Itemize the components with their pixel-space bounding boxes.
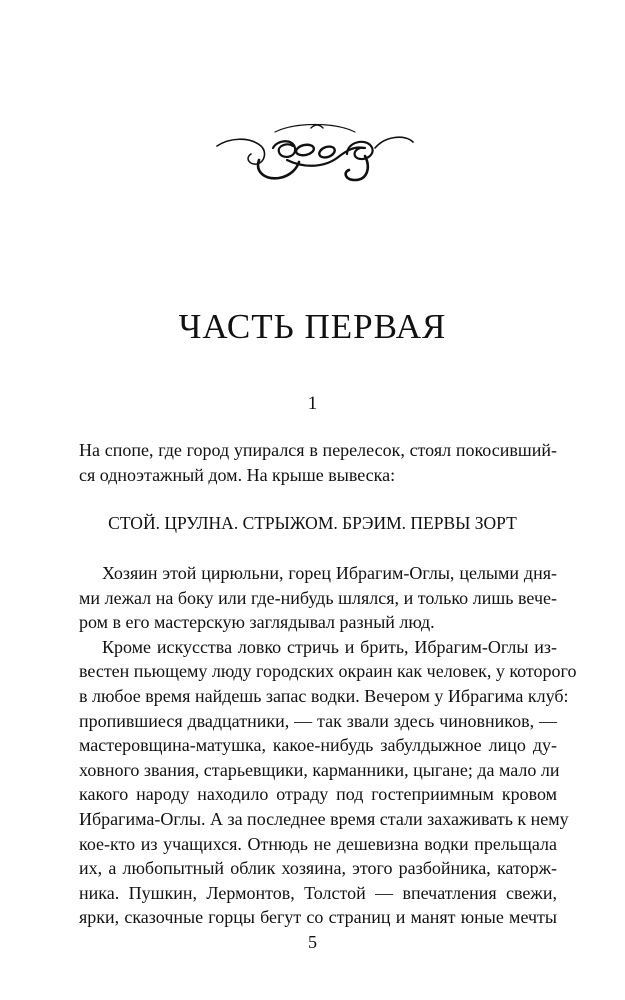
text-line: ми лежал на боку или где-нибудь шлялся, и только лишь вече- — [79, 587, 557, 608]
text-line: Кроме искусства ловко стричь и брить, Ибрагим-Оглы из- — [102, 636, 557, 657]
text-line: ром в его мастерскую заглядывал разный люд. — [79, 612, 435, 633]
text-line: Ибрагима-Оглы. А за последнее время стали захаживать к нему — [79, 808, 569, 829]
flourish-ornament-icon — [215, 118, 415, 186]
text-line: ся одноэтажный дом. На крыше вывеска: — [79, 464, 396, 485]
text-line: ника. Пушкин, Лермонтов, Толстой — впечатления свежи, — [79, 882, 557, 903]
text-line: Хозяин этой цирюльни, горец Ибрагим-Оглы, целыми дня- — [102, 563, 557, 583]
text-line: ховного звания, старьевщики, карманники, цыгане; да мало ли — [79, 759, 560, 780]
text-line: вестен пьющему люду городских окраин как человек, у которого — [79, 661, 577, 682]
chapter-title: ЧАСТЬ ПЕРВАЯ — [178, 307, 447, 346]
intro-paragraph — [79, 438, 557, 487]
text-line: ярки, сказочные горцы бегут со страниц и манят юные мечты — [79, 907, 557, 928]
text-line: кое-кто из учащихся. Отнюдь не дешевизна водки прельщала — [79, 833, 557, 854]
section-number: 1 — [307, 393, 318, 414]
text-line: их, а любопытный облик хозяина, этого разбойника, каторж- — [79, 858, 557, 879]
text-line: в любое время найдешь запас водки. Вечером у Ибрагима клуб: — [79, 685, 569, 706]
text-line: пропившиеся двадцатники, — так звали здесь чиновников, — — [79, 710, 557, 731]
text-line: мастеровщина-матушка, какое-нибудь забулдыжное лицо ду- — [79, 735, 557, 756]
text-line: какого народу находило отраду под гостеприимным кровом — [79, 784, 557, 805]
signboard-text: СТОЙ. ЦРУЛНА. СТРЫЖОМ. БРЭИМ. ПЕРВЫ ЗОРТ — [108, 513, 517, 533]
page-number: 5 — [308, 932, 317, 952]
text-line: На спопе, где город упирался в перелесок, стоял покосивший- — [79, 440, 557, 460]
body-text — [79, 561, 577, 930]
